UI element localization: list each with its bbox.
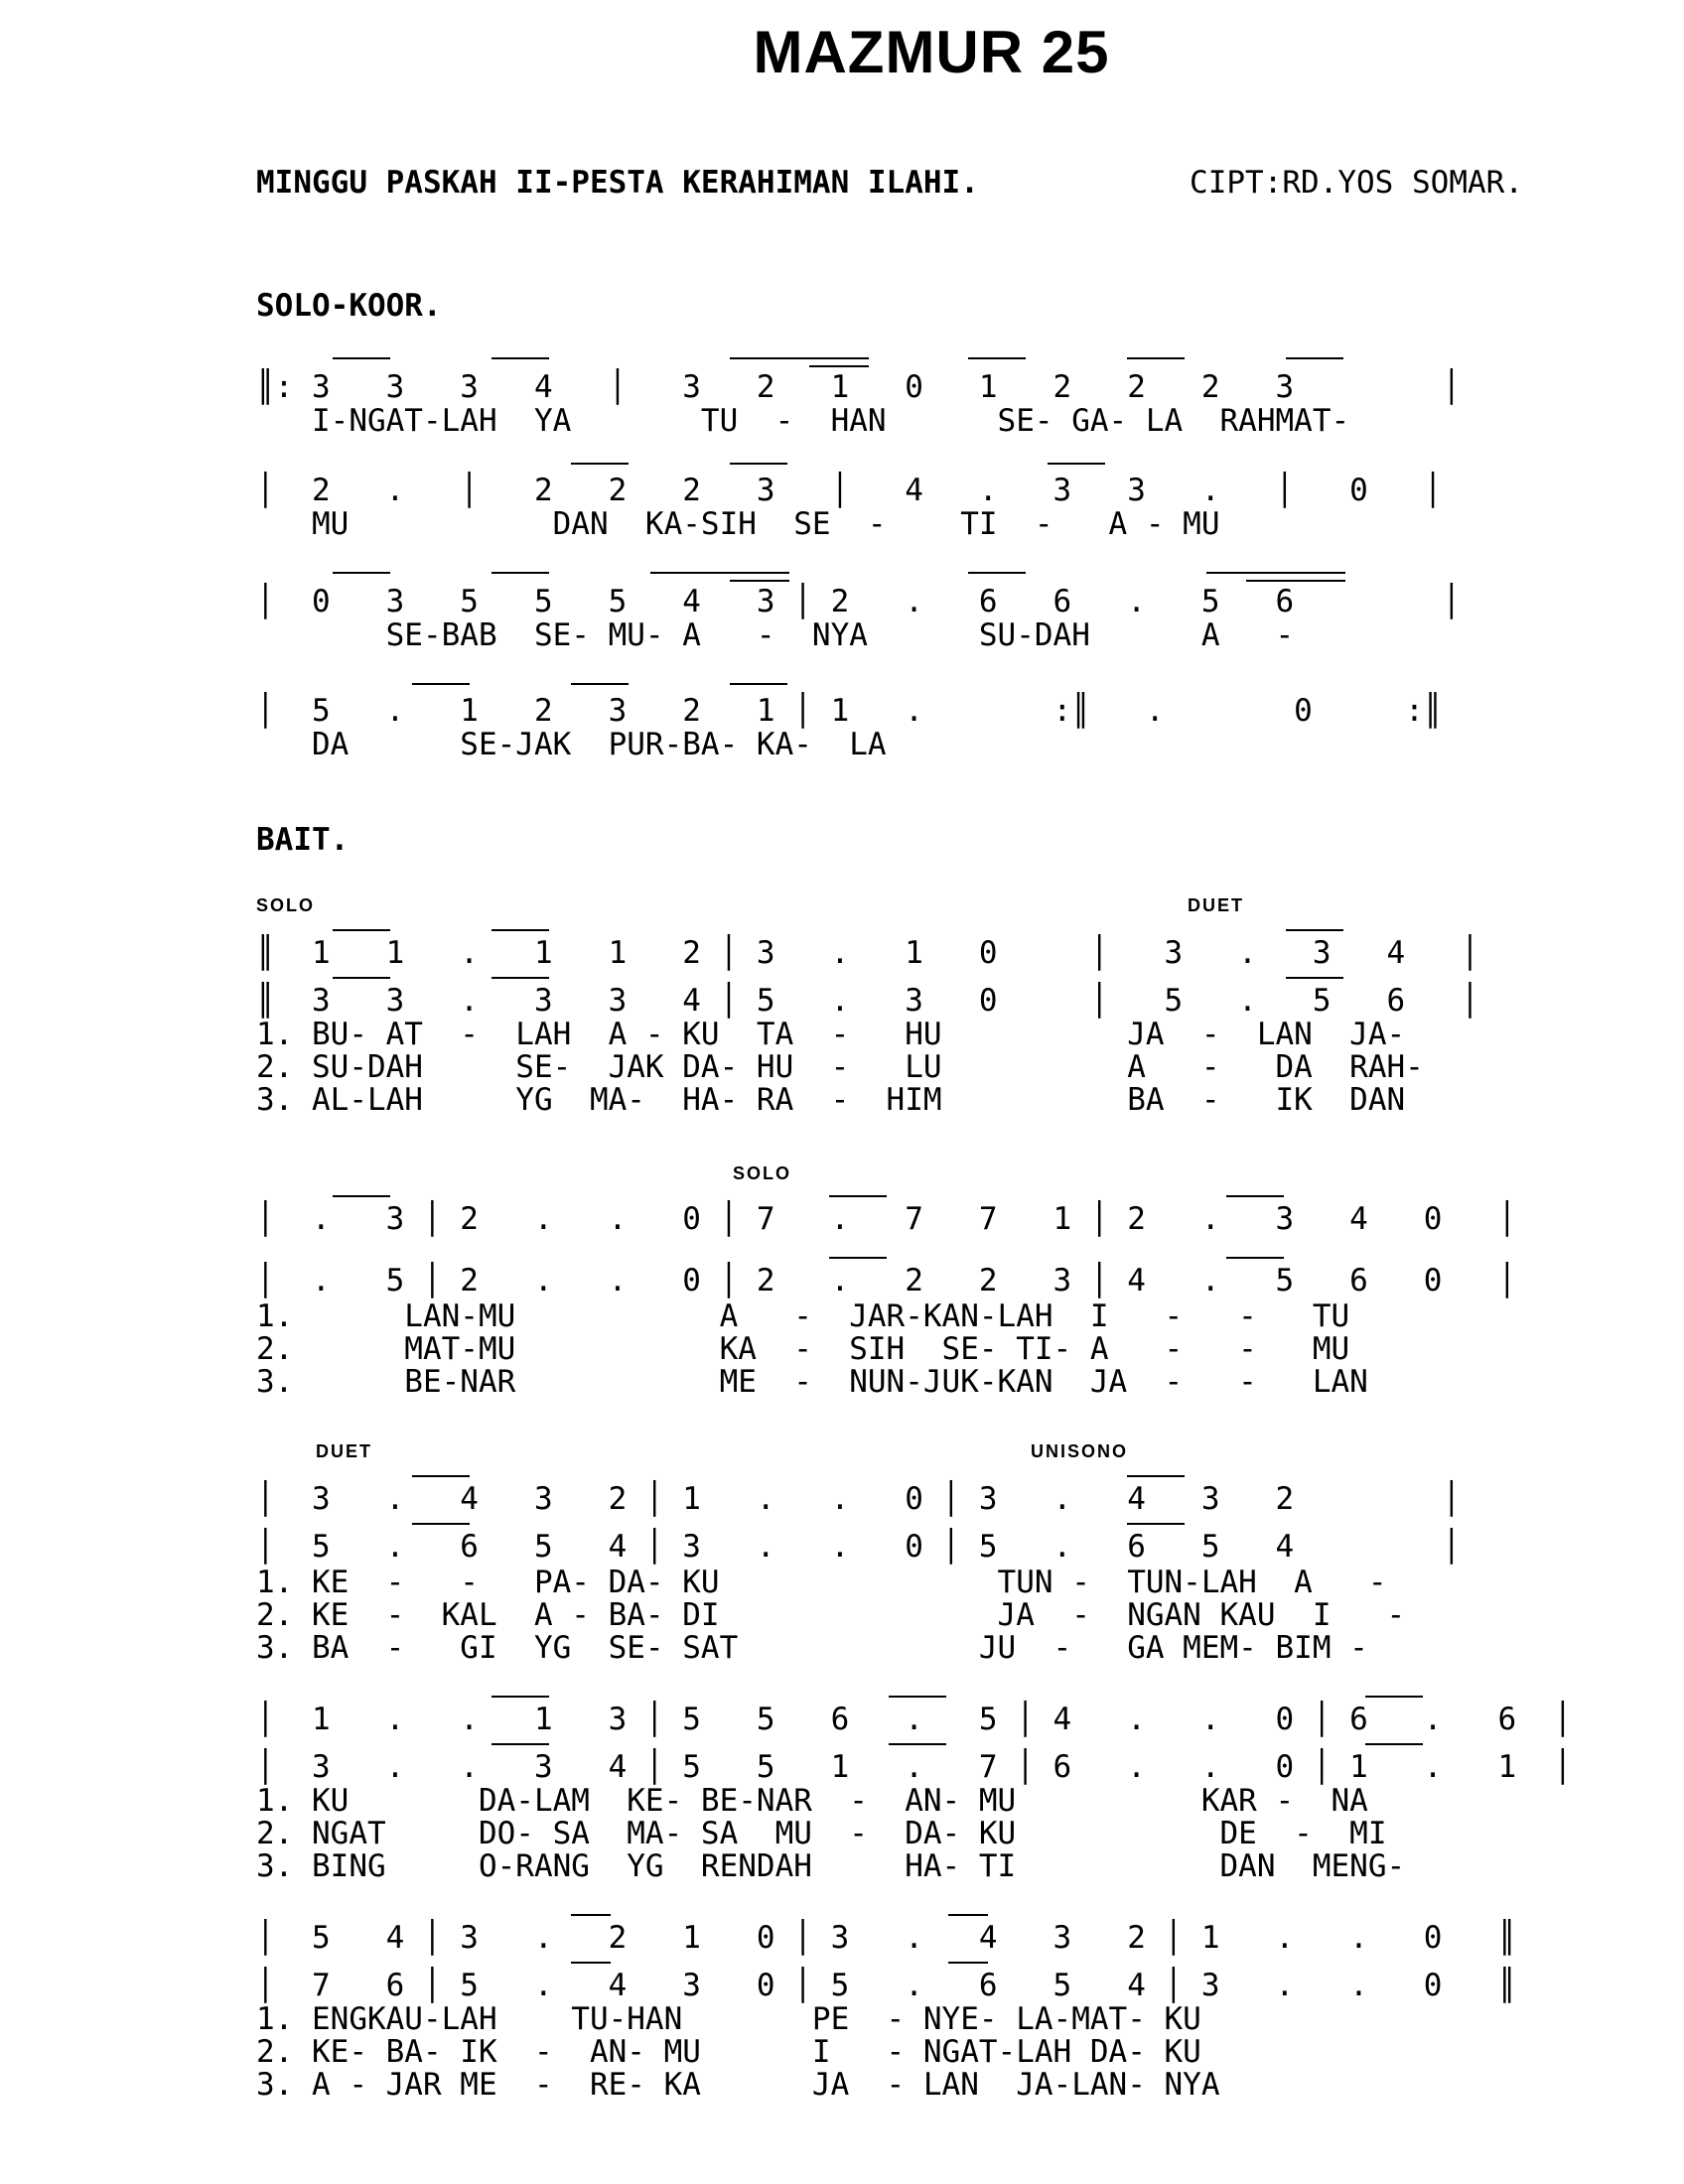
beam bbox=[1226, 1257, 1284, 1259]
beam bbox=[829, 1195, 887, 1197]
verse-lyric-1: 1. KE - - PA- DA- KU TUN - TUN-LAH A - bbox=[256, 1565, 1387, 1600]
verse-lyric-2: 2. SU-DAH SE- JAK DA- HU - LU A - DA RAH- bbox=[256, 1049, 1424, 1085]
beam bbox=[333, 929, 390, 931]
beam bbox=[948, 1914, 988, 1916]
refrain-lyric-1: I-NGAT-LAH YA TU - HAN SE- GA- LA RAHMAT- bbox=[256, 403, 1350, 439]
verse-lyric-2: 2. KE - KAL A - BA- DI JA - NGAN KAU I - bbox=[256, 1597, 1406, 1633]
upper-voice-notes: ║ 1 1 . 1 1 2 │ 3 . 1 0 │ 3 . 3 4 │ bbox=[256, 935, 1479, 971]
beam bbox=[333, 357, 390, 359]
lower-voice-notes: │ . 5 │ 2 . . 0 │ 2 . 2 2 3 │ 4 . 5 6 0 │ bbox=[256, 1263, 1517, 1298]
verse-lyric-3: 3. BA - GI YG SE- SAT JU - GA MEM- BIM - bbox=[256, 1630, 1368, 1666]
refrain-notes-4: │ 5 . 1 2 3 2 1 │ 1 . :║ . 0 :║ bbox=[256, 693, 1443, 729]
verse-lyric-2: 2. MAT-MU KA - SIH SE- TI- A - - MU bbox=[256, 1331, 1350, 1367]
beam bbox=[1286, 357, 1343, 359]
refrain-heading: SOLO-KOOR. bbox=[256, 288, 442, 324]
beam bbox=[333, 977, 390, 979]
beam bbox=[1246, 580, 1345, 582]
beam bbox=[968, 357, 1026, 359]
beam bbox=[1206, 572, 1345, 574]
voice-label-duet: DUET bbox=[316, 1441, 372, 1461]
lower-voice-notes: │ 5 . 6 5 4 │ 3 . . 0 │ 5 . 6 5 4 │ bbox=[256, 1529, 1462, 1565]
refrain-notes-3: │ 0 3 5 5 5 4 3 │ 2 . 6 6 . 5 6 │ bbox=[256, 584, 1462, 619]
verse-heading: BAIT. bbox=[256, 822, 350, 858]
refrain-lyric-3: SE-BAB SE- MU- A - NYA SU-DAH A - bbox=[256, 617, 1295, 653]
lower-voice-notes: ║ 3 3 . 3 3 4 │ 5 . 3 0 │ 5 . 5 6 │ bbox=[256, 983, 1479, 1019]
beam bbox=[889, 1743, 946, 1745]
beam bbox=[1286, 977, 1343, 979]
beam bbox=[829, 1257, 887, 1259]
voice-label-solo: SOLO bbox=[256, 895, 316, 915]
beam bbox=[948, 1962, 988, 1964]
beam bbox=[491, 572, 549, 574]
beam bbox=[333, 572, 390, 574]
beam bbox=[1365, 1743, 1423, 1745]
beam bbox=[571, 1914, 611, 1916]
verse-lyric-2: 2. KE- BA- IK - AN- MU I - NGAT-LAH DA- KU bbox=[256, 2034, 1201, 2070]
beam bbox=[491, 977, 549, 979]
beam bbox=[491, 929, 549, 931]
beam bbox=[491, 357, 549, 359]
voice-label-unison: UNISONO bbox=[1031, 1441, 1129, 1461]
refrain-lyric-2: MU DAN KA-SIH SE - TI - A - MU bbox=[256, 506, 1220, 542]
beam bbox=[1127, 1523, 1185, 1525]
beam bbox=[571, 683, 629, 685]
beam bbox=[412, 1523, 470, 1525]
verse-lyric-3: 3. A - JAR ME - RE- KA JA - LAN JA-LAN- NYA bbox=[256, 2067, 1220, 2103]
beam bbox=[730, 357, 869, 359]
verse-lyric-1: 1. LAN-MU A - JAR-KAN-LAH I - - TU bbox=[256, 1298, 1350, 1334]
beam bbox=[650, 572, 789, 574]
beam bbox=[412, 1475, 470, 1477]
beam bbox=[730, 463, 787, 465]
verse-lyric-1: 1. BU- AT - LAH A - KU TA - HU JA - LAN JA- bbox=[256, 1017, 1406, 1052]
beam bbox=[491, 1743, 549, 1745]
lower-voice-notes: │ 3 . . 3 4 │ 5 5 1 . 7 │ 6 . . 0 │ 1 . 1 │ bbox=[256, 1749, 1573, 1785]
composer-credit: CIPT:RD.YOS SOMAR. bbox=[1190, 165, 1523, 201]
upper-voice-notes: │ 5 4 │ 3 . 2 1 0 │ 3 . 4 3 2 │ 1 . . 0 ║ bbox=[256, 1920, 1517, 1956]
beam bbox=[889, 1696, 946, 1698]
refrain-lyric-4: DA SE-JAK PUR-BA- KA- LA bbox=[256, 727, 887, 762]
refrain-notes-1: ║: 3 3 3 4 │ 3 2 1 0 1 2 2 2 3 │ bbox=[256, 369, 1462, 405]
lower-voice-notes: │ 7 6 │ 5 . 4 3 0 │ 5 . 6 5 4 │ 3 . . 0 ║ bbox=[256, 1968, 1517, 2003]
beam bbox=[730, 580, 789, 582]
beam bbox=[1226, 1195, 1284, 1197]
verse-lyric-3: 3. BING O-RANG YG RENDAH HA- TI DAN MENG- bbox=[256, 1848, 1406, 1884]
beam bbox=[730, 683, 787, 685]
beam bbox=[571, 463, 629, 465]
upper-voice-notes: │ 1 . . 1 3 │ 5 5 6 . 5 │ 4 . . 0 │ 6 . 6 │ bbox=[256, 1702, 1573, 1737]
refrain-notes-2: │ 2 . │ 2 2 2 3 │ 4 . 3 3 . │ 0 │ bbox=[256, 473, 1443, 508]
occasion-text: MINGGU PASKAH II-PESTA KERAHIMAN ILAHI. bbox=[256, 165, 979, 201]
beam bbox=[1048, 463, 1105, 465]
verse-lyric-1: 1. KU DA-LAM KE- BE-NAR - AN- MU KAR - NA bbox=[256, 1783, 1368, 1819]
beam bbox=[333, 1195, 390, 1197]
upper-voice-notes: │ . 3 │ 2 . . 0 │ 7 . 7 7 1 │ 2 . 3 4 0 │ bbox=[256, 1201, 1517, 1237]
beam bbox=[1286, 929, 1343, 931]
song-title: MAZMUR 25 bbox=[753, 19, 1110, 85]
beam bbox=[1365, 1696, 1423, 1698]
verse-lyric-3: 3. AL-LAH YG MA- HA- RA - HIM BA - IK DAN bbox=[256, 1082, 1406, 1118]
voice-label-duet: DUET bbox=[1188, 895, 1244, 915]
beam bbox=[1127, 1475, 1185, 1477]
beam bbox=[1127, 357, 1185, 359]
beam bbox=[571, 1962, 611, 1964]
beam bbox=[809, 365, 869, 367]
verse-lyric-3: 3. BE-NAR ME - NUN-JUK-KAN JA - - LAN bbox=[256, 1364, 1368, 1400]
voice-label-solo: SOLO bbox=[733, 1163, 792, 1183]
verse-lyric-1: 1. ENGKAU-LAH TU-HAN PE - NYE- LA-MAT- KU bbox=[256, 2001, 1201, 2037]
upper-voice-notes: │ 3 . 4 3 2 │ 1 . . 0 │ 3 . 4 3 2 │ bbox=[256, 1481, 1462, 1517]
verse-lyric-2: 2. NGAT DO- SA MA- SA MU - DA- KU DE - MI bbox=[256, 1816, 1387, 1851]
beam bbox=[968, 572, 1026, 574]
beam bbox=[491, 1696, 549, 1698]
beam bbox=[412, 683, 470, 685]
